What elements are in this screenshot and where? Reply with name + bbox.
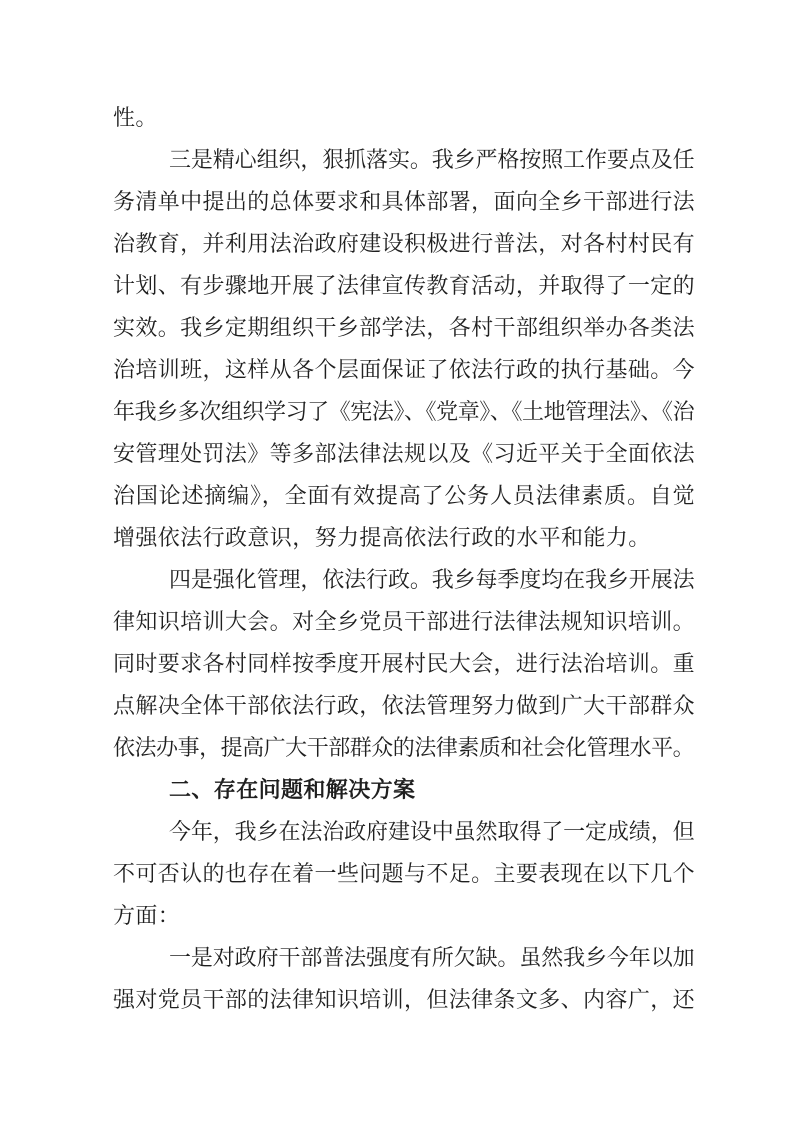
text-run: 今年，我乡在法治政府建设中虽然取得了一定成绩，但 [169,820,695,845]
text-line [113,686,695,728]
text-line [113,980,695,1022]
text-run: 性。 [113,106,158,131]
text-line [113,560,695,602]
text-line [113,98,695,140]
text-run: 三是精心组织，狠抓落实。我乡严格按照工作要点及任 [169,148,695,173]
text-run: 四是强化管理，依法行政。我乡每季度均在我乡开展法 [169,568,695,593]
text-line [113,140,695,182]
text-run: 方面： [113,904,181,929]
text-line [113,812,695,854]
text-line [113,476,695,518]
text-run: 一是对政府干部普法强度有所欠缺。虽然我乡今年以加 [169,946,695,971]
text-run: 律知识培训大会。对全乡党员干部进行法律法规知识培训。 [113,610,695,635]
text-line [113,350,695,392]
text-run: 依法办事，提高广大干部群众的法律素质和社会化管理水平。 [113,736,695,761]
text-run: 实效。我乡定期组织干乡部学法，各村干部组织举办各类法 [113,316,695,341]
text-line [113,938,695,980]
text-line [113,308,695,350]
text-line [113,224,695,266]
text-run: 治教育，并利用法治政府建设积极进行普法，对各村村民有 [113,232,695,257]
text-line [113,392,695,434]
text-line [113,518,695,560]
text-line [113,854,695,896]
document-body [113,98,695,1022]
text-line [113,602,695,644]
text-line [113,728,695,770]
text-run: 务清单中提出的总体要求和具体部署，面向全乡干部进行法 [113,190,695,215]
text-line [113,896,695,938]
text-run: 计划、有步骤地开展了法律宣传教育活动，并取得了一定的 [113,274,695,299]
text-line [113,182,695,224]
text-line [113,266,695,308]
text-run: 年我乡多次组织学习了《宪法》、《党章》、《土地管理法》、《治 [113,400,695,425]
text-run: 治培训班，这样从各个层面保证了依法行政的执行基础。今 [113,358,695,383]
text-run: 安管理处罚法》等多部法律法规以及《习近平关于全面依法 [113,442,695,467]
section-heading [113,770,695,812]
text-run: 点解决全体干部依法行政，依法管理努力做到广大干部群众 [113,694,695,719]
text-run: 增强依法行政意识，努力提高依法行政的水平和能力。 [113,526,651,551]
text-run: 治国论述摘编》，全面有效提高了公务人员法律素质。自觉 [113,484,696,509]
text-run: 二、存在问题和解决方案 [169,778,416,803]
text-run: 不可否认的也存在着一些问题与不足。主要表现在以下几个 [113,862,695,887]
text-line [113,434,695,476]
text-line [113,644,695,686]
text-run: 同时要求各村同样按季度开展村民大会，进行法治培训。重 [113,652,695,677]
text-run: 强对党员干部的法律知识培训，但法律条文多、内容广，还 [113,988,695,1013]
